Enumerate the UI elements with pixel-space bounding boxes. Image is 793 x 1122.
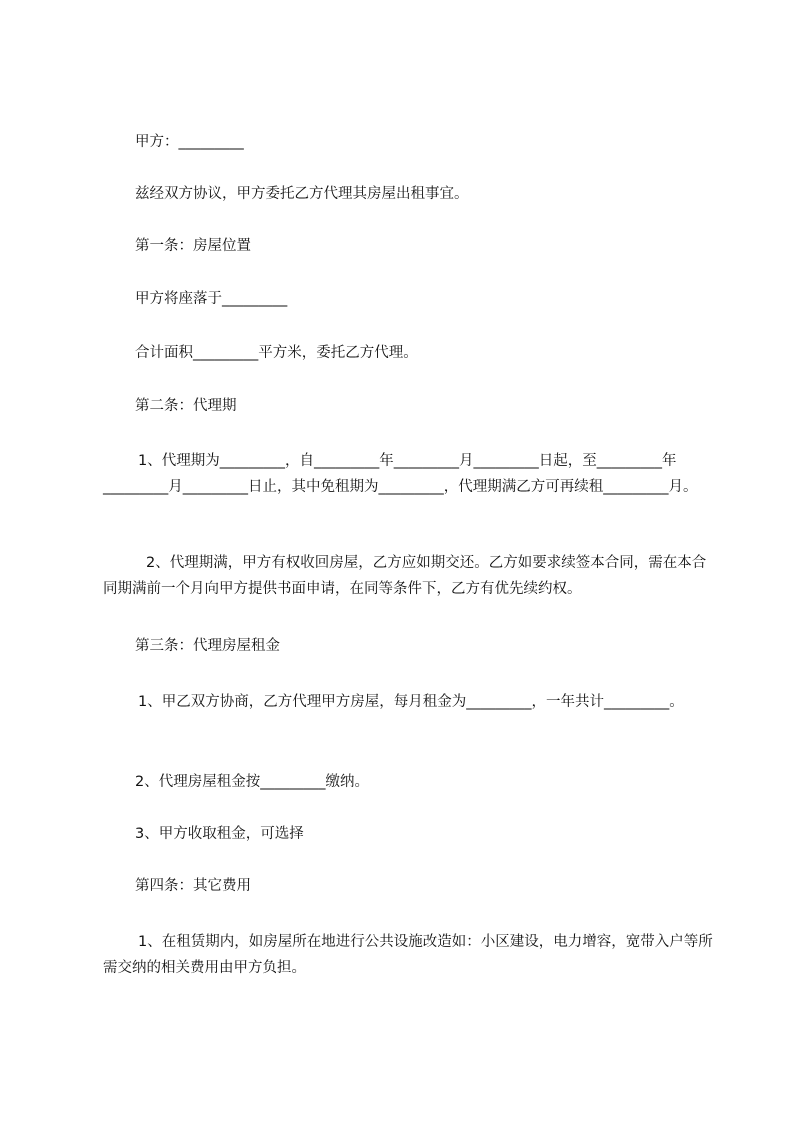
location-line: 甲方将座落于_________ — [135, 291, 288, 307]
article-2-heading: 第二条：代理期 — [135, 398, 237, 414]
rent-clause-2: 2、代理房屋租金按_________缴纳。 — [135, 774, 369, 790]
fee-clause-1: 1、在租赁期内，如房屋所在地进行公共设施改造如：小区建设，电力增容，宽带入户等所需交纳的相关费用由甲方负担。 — [103, 934, 713, 976]
area-line: 合计面积_________平方米，委托乙方代理。 — [135, 345, 418, 361]
period-clause-2: 2、代理期满，甲方有权收回房屋，乙方应如期交还。乙方如要求续签本合同，需在本合同期满前一个月向甲方提供书面申请，在同等条件下，乙方有优先续约权。 — [103, 555, 707, 597]
article-3-heading: 第三条：代理房屋租金 — [135, 638, 280, 654]
rent-clause-3: 3、甲方收取租金，可选择 — [135, 826, 304, 842]
rent-clause-1: 1、甲乙双方协商，乙方代理甲方房屋，每月租金为_________，一年共计_________。 — [138, 694, 684, 710]
period-clause-1: 1、代理期为_________，自_________年_________月_________日起，至_________年_________月_________日止，其中免租期为_________，代理期满乙方可再续租_________月。 — [103, 453, 698, 495]
party-a-line: 甲方：_________ — [135, 134, 244, 150]
article-1-heading: 第一条：房屋位置 — [135, 238, 251, 254]
intro-paragraph: 兹经双方协议，甲方委托乙方代理其房屋出租事宜。 — [135, 186, 469, 202]
article-4-heading: 第四条：其它费用 — [135, 878, 251, 894]
